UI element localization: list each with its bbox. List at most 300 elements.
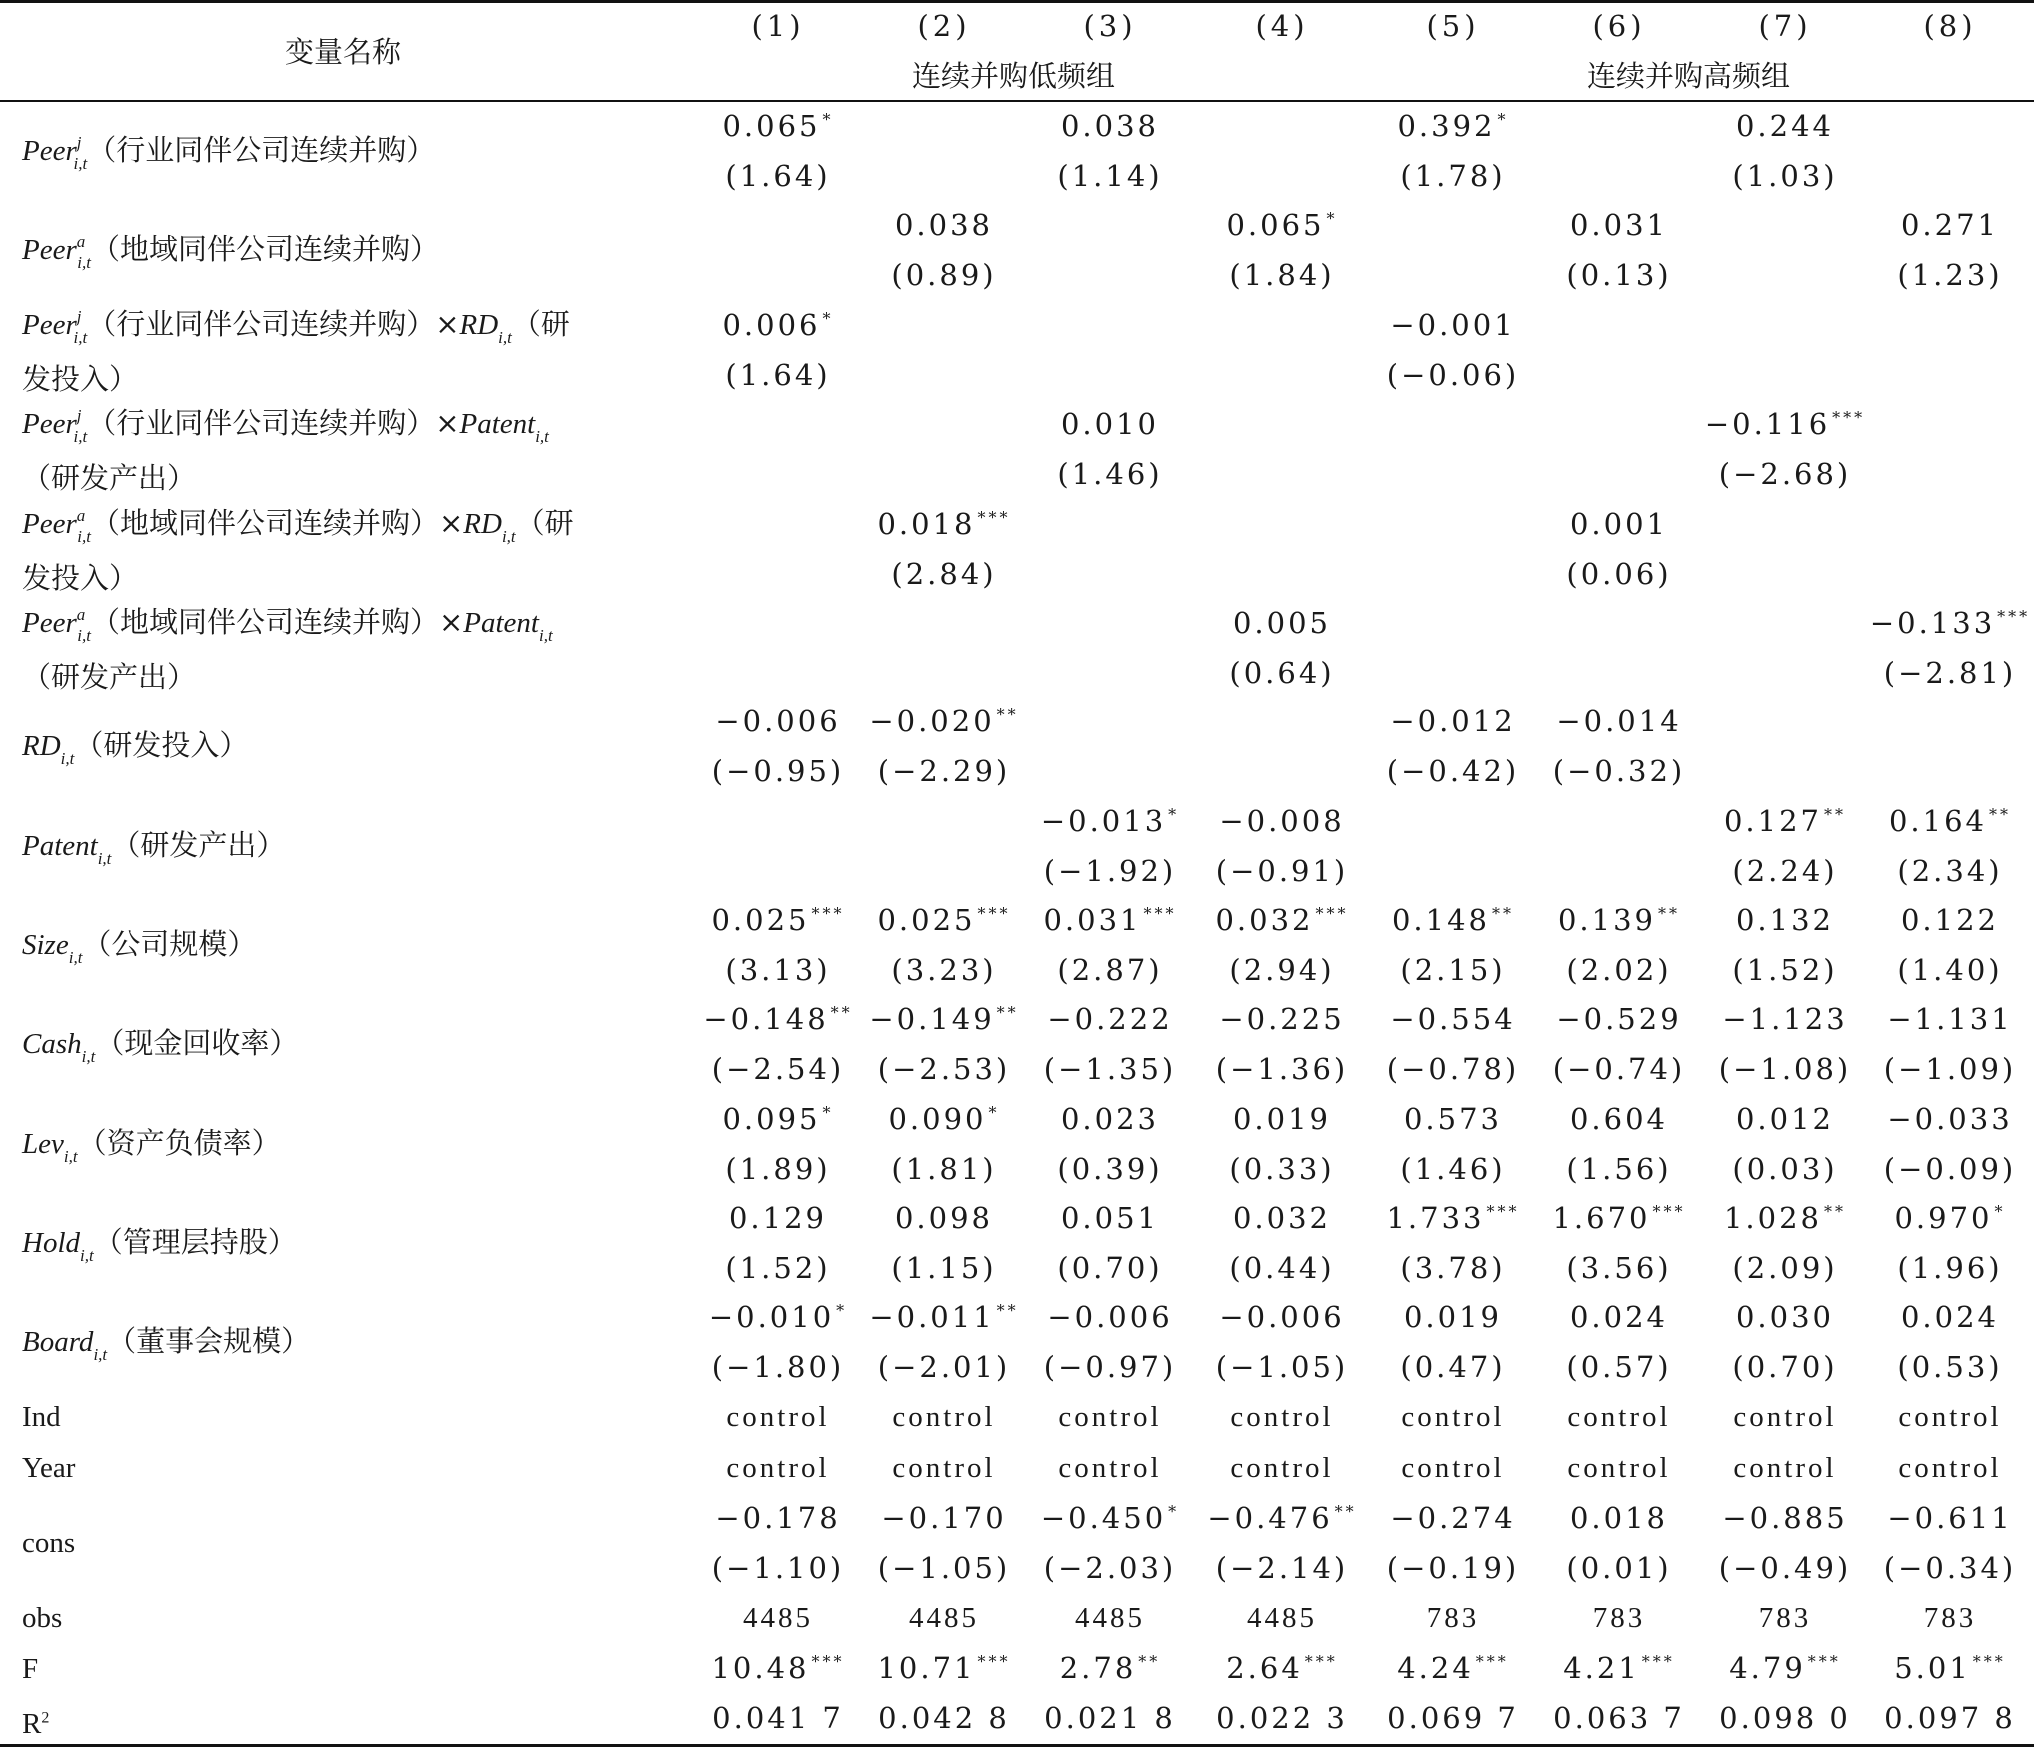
table-cell-coef <box>1705 406 1865 447</box>
significance-stars: ** <box>1492 904 1515 923</box>
row-label: Patent$_{i,t}$（研发产出） <box>22 828 286 868</box>
table-cell-coef <box>869 1299 1018 1340</box>
table-cell-coef <box>895 1200 993 1236</box>
table-cell-tstat: (−0.34) <box>1883 1551 2017 1585</box>
table-cell-coef <box>1061 1200 1159 1236</box>
cell-value: control <box>1058 1452 1162 1484</box>
significance-stars: ** <box>996 705 1019 724</box>
column-header-8: (8) <box>1923 9 1977 43</box>
cell-value: 0.127 <box>1723 804 1823 838</box>
significance-stars: ** <box>996 1003 1019 1022</box>
column-header-3: (3) <box>1083 9 1137 43</box>
table-cell-coef <box>878 1700 1010 1736</box>
table-cell-tstat: (1.03) <box>1732 159 1838 193</box>
table-cell-coef <box>1553 1700 1685 1736</box>
table-cell-tstat: (3.13) <box>725 953 831 987</box>
cell-value: control <box>1058 1401 1162 1433</box>
table-cell-tstat: (0.03) <box>1732 1152 1838 1186</box>
table-cell-coef <box>1233 605 1331 641</box>
table-cell-coef <box>1401 1449 1504 1486</box>
row-label: Peer$^a_{i,t}$（地域同伴公司连续并购）×Patent$_{i,t}$ （研发产出） <box>22 605 553 694</box>
table-cell-coef <box>1233 1200 1331 1236</box>
table-cell-coef <box>1567 1398 1670 1435</box>
significance-stars: * <box>822 1103 834 1122</box>
table-cell-coef <box>1563 1650 1675 1691</box>
table-cell-coef <box>1216 1700 1348 1736</box>
cell-value: 0.005 <box>1232 606 1332 640</box>
table-cell-coef <box>1898 1449 2001 1486</box>
cell-value: −0.116 <box>1704 407 1831 441</box>
cell-value: 0.098 0 <box>1719 1701 1851 1735</box>
table-cell-coef <box>1894 1200 2005 1241</box>
table-cell-tstat: (−1.80) <box>711 1350 845 1384</box>
cell-value: 10.48 <box>711 1651 810 1685</box>
table-cell-coef <box>1889 803 2011 844</box>
cell-value: −0.170 <box>881 1501 1007 1535</box>
cell-value: −0.148 <box>703 1002 829 1036</box>
table-cell-tstat: (0.44) <box>1229 1251 1335 1285</box>
cell-value: 0.031 <box>1569 208 1669 242</box>
table-cell-tstat: (1.64) <box>725 358 831 392</box>
cell-value: control <box>892 1452 996 1484</box>
cell-value: −0.014 <box>1556 704 1682 738</box>
table-cell-coef <box>1887 1500 2012 1536</box>
significance-stars: *** <box>811 1652 845 1671</box>
table-cell-coef <box>726 1449 829 1486</box>
column-header-7: (7) <box>1758 9 1812 43</box>
table-cell-tstat: (2.09) <box>1732 1251 1838 1285</box>
cell-value: 0.069 7 <box>1387 1701 1519 1735</box>
table-cell-coef <box>1570 1101 1668 1137</box>
cell-value: −0.011 <box>869 1300 995 1334</box>
table-cell-tstat: (−2.01) <box>877 1350 1011 1384</box>
cell-value: −0.178 <box>715 1501 841 1535</box>
table-cell-coef <box>1387 1700 1519 1736</box>
cell-value: −0.529 <box>1556 1002 1682 1036</box>
table-cell-tstat: (1.46) <box>1400 1152 1506 1186</box>
cell-value: 0.018 <box>1569 1501 1669 1535</box>
cell-value: control <box>1401 1401 1505 1433</box>
table-cell-tstat: (−1.05) <box>1215 1350 1349 1384</box>
cell-value: 0.010 <box>1060 407 1160 441</box>
cell-value: 0.139 <box>1557 903 1657 937</box>
table-cell-coef <box>1722 1001 1847 1037</box>
cell-value: −1.131 <box>1887 1002 2013 1036</box>
cell-value: 783 <box>1426 1602 1480 1634</box>
significance-stars: * <box>1326 209 1338 228</box>
table-cell-tstat: (1.56) <box>1566 1152 1672 1186</box>
table-cell-coef <box>1397 108 1508 149</box>
table-cell-coef <box>1041 1500 1179 1541</box>
cell-value: 0.122 <box>1900 903 2000 937</box>
table-cell-coef <box>881 1500 1006 1536</box>
table-cell-coef <box>869 1001 1018 1042</box>
table-cell-coef <box>1392 902 1514 943</box>
cell-value: 4.79 <box>1729 1651 1806 1685</box>
cell-value: control <box>1230 1452 1334 1484</box>
significance-stars: * <box>822 309 834 328</box>
table-cell-tstat: (2.94) <box>1229 953 1335 987</box>
cell-value: 0.031 <box>1043 903 1142 937</box>
table-cell-coef <box>1736 108 1834 144</box>
table-cell-tstat: (0.06) <box>1566 557 1672 591</box>
table-cell-coef <box>1404 1101 1502 1137</box>
cell-value: control <box>1567 1452 1671 1484</box>
table-cell-coef <box>1736 1101 1834 1137</box>
cell-value: 783 <box>1592 1602 1646 1634</box>
cell-value: 4.21 <box>1563 1651 1640 1685</box>
table-cell-tstat: (−2.68) <box>1718 457 1852 491</box>
cell-value: control <box>726 1401 830 1433</box>
cell-value: 0.038 <box>894 208 994 242</box>
cell-value: 1.733 <box>1386 1201 1485 1235</box>
table-cell-tstat: (1.52) <box>1732 953 1838 987</box>
table-cell-tstat: (−0.19) <box>1386 1551 1520 1585</box>
cell-value: −0.006 <box>715 704 841 738</box>
significance-stars: * <box>822 110 834 129</box>
row-label: cons <box>22 1527 76 1559</box>
table-cell-coef <box>1226 207 1337 248</box>
table-cell-tstat: (0.01) <box>1566 1551 1672 1585</box>
table-cell-tstat: (−0.74) <box>1552 1052 1686 1086</box>
significance-stars: *** <box>977 1652 1011 1671</box>
cell-value: −0.013 <box>1040 804 1167 838</box>
cell-value: 0.604 <box>1569 1102 1669 1136</box>
cell-value: 0.024 <box>1569 1300 1669 1334</box>
column-header-2: (2) <box>917 9 971 43</box>
significance-stars: *** <box>1652 1202 1686 1221</box>
table-cell-coef <box>1887 1101 2012 1137</box>
table-cell-coef <box>1061 1101 1159 1137</box>
table-cell-coef <box>1215 902 1348 943</box>
cell-value: −0.611 <box>1887 1501 2013 1535</box>
table-cell-tstat: (−0.42) <box>1386 754 1520 788</box>
table-cell-tstat: (−0.32) <box>1552 754 1686 788</box>
cell-value: 10.71 <box>877 1651 976 1685</box>
cell-value: 0.148 <box>1391 903 1491 937</box>
cell-value: 0.051 <box>1060 1201 1160 1235</box>
cell-value: 0.090 <box>888 1102 987 1136</box>
table-cell-tstat: (−1.08) <box>1718 1052 1852 1086</box>
table-cell-tstat: (−2.29) <box>877 754 1011 788</box>
significance-stars: ** <box>1989 805 2012 824</box>
table-cell-coef <box>1207 1500 1356 1541</box>
table-cell-coef <box>1390 307 1515 343</box>
cell-value: 0.164 <box>1888 804 1988 838</box>
cell-value: 0.095 <box>722 1102 821 1136</box>
cell-value: 4485 <box>743 1602 813 1634</box>
cell-value: 0.023 <box>1060 1102 1160 1136</box>
cell-value: −0.006 <box>1219 1300 1345 1334</box>
cell-value: 0.032 <box>1215 903 1314 937</box>
table-cell-coef <box>1894 1650 2006 1691</box>
table-cell-coef <box>1733 1398 1836 1435</box>
table-cell-coef <box>1901 902 1999 938</box>
cell-value: 4485 <box>1247 1602 1317 1634</box>
cell-value: −0.008 <box>1219 804 1345 838</box>
cell-value: control <box>1733 1401 1837 1433</box>
row-label: Cash$_{i,t}$（现金回收率） <box>22 1026 299 1066</box>
table-cell-tstat: (−0.49) <box>1718 1551 1852 1585</box>
table-cell-coef <box>1556 703 1681 739</box>
cell-value: 0.021 8 <box>1044 1701 1176 1735</box>
cell-value: 0.030 <box>1735 1300 1835 1334</box>
table-cell-coef <box>1427 1599 1480 1636</box>
table-cell-coef <box>729 1200 827 1236</box>
cell-value: control <box>1230 1401 1334 1433</box>
row-label: Peer$^a_{i,t}$（地域同伴公司连续并购） <box>22 232 439 272</box>
table-cell-tstat: (−2.03) <box>1043 1551 1177 1585</box>
table-cell-coef <box>877 1650 1010 1691</box>
table-cell-tstat: (−2.54) <box>711 1052 845 1086</box>
cell-value: −0.450 <box>1040 1501 1167 1535</box>
table-cell-tstat: (−0.91) <box>1215 854 1349 888</box>
cell-value: −0.554 <box>1390 1002 1516 1036</box>
table-cell-tstat: (2.15) <box>1400 953 1506 987</box>
table-cell-coef <box>711 1650 844 1691</box>
table-cell-tstat: (−0.09) <box>1883 1152 2017 1186</box>
cell-value: −0.001 <box>1390 308 1516 342</box>
significance-stars: *** <box>1641 1652 1675 1671</box>
table-cell-coef <box>1219 803 1344 839</box>
table-cell-tstat: (1.96) <box>1897 1251 2003 1285</box>
cell-value: 0.019 <box>1403 1300 1503 1334</box>
table-cell-coef <box>1061 108 1159 144</box>
cell-value: 0.063 7 <box>1553 1701 1685 1735</box>
cell-value: 0.006 <box>722 308 821 342</box>
table-cell-tstat: (1.40) <box>1897 953 2003 987</box>
table-cell-tstat: (3.56) <box>1566 1251 1672 1285</box>
significance-stars: * <box>1168 805 1180 824</box>
table-cell-coef <box>1570 506 1668 542</box>
table-cell-tstat: (−2.14) <box>1215 1551 1349 1585</box>
row-label: Lev$_{i,t}$（资产负债率） <box>22 1126 281 1166</box>
table-cell-coef <box>1230 1398 1333 1435</box>
cell-value: 1.670 <box>1552 1201 1651 1235</box>
cell-value: 4485 <box>1075 1602 1145 1634</box>
significance-stars: ** <box>1138 1652 1161 1671</box>
table-cell-coef <box>1233 1101 1331 1137</box>
cell-value: 0.042 8 <box>878 1701 1010 1735</box>
significance-stars: *** <box>811 904 845 923</box>
cell-value: 0.024 <box>1900 1300 2000 1334</box>
table-cell-coef <box>1390 1500 1515 1536</box>
table-cell-coef <box>709 1299 847 1340</box>
significance-stars: ** <box>830 1003 853 1022</box>
table-cell-tstat: (−1.10) <box>711 1551 845 1585</box>
significance-stars: * <box>988 1103 1000 1122</box>
table-cell-tstat: (−1.09) <box>1883 1052 2017 1086</box>
cell-value: −0.012 <box>1390 704 1516 738</box>
table-cell-tstat: (1.14) <box>1057 159 1163 193</box>
table-cell-tstat: (0.70) <box>1057 1251 1163 1285</box>
cell-value: −0.476 <box>1207 1501 1333 1535</box>
significance-stars: *** <box>977 904 1011 923</box>
table-cell-tstat: (−2.53) <box>877 1052 1011 1086</box>
row-label: Peer$^a_{i,t}$（地域同伴公司连续并购）$\times RD_{i,t}$（研 发投入） <box>22 506 574 595</box>
row-label: Size$_{i,t}$（公司规模） <box>22 927 257 967</box>
cell-value: −0.222 <box>1047 1002 1173 1036</box>
variable-name-header: 变量名称 <box>285 35 402 69</box>
table-cell-coef <box>1558 902 1680 943</box>
table-cell-coef <box>1567 1449 1670 1486</box>
table-cell-tstat: (1.46) <box>1057 457 1163 491</box>
table-cell-coef <box>1556 1001 1681 1037</box>
row-label: $R^2$ <box>22 1707 50 1740</box>
significance-stars: *** <box>977 508 1011 527</box>
table-cell-tstat: (−1.05) <box>877 1551 1011 1585</box>
significance-stars: *** <box>1315 904 1349 923</box>
table-cell-coef <box>1570 207 1668 243</box>
cell-value: 2.78 <box>1059 1651 1137 1685</box>
significance-stars: *** <box>1807 1652 1841 1671</box>
table-cell-tstat: (3.78) <box>1400 1251 1506 1285</box>
significance-stars: ** <box>1824 1202 1847 1221</box>
cell-value: 2.64 <box>1226 1651 1303 1685</box>
cell-value: 0.097 8 <box>1884 1701 2016 1735</box>
table-cell-tstat: (2.84) <box>891 557 997 591</box>
cell-value: control <box>726 1452 830 1484</box>
cell-value: 0.065 <box>722 109 821 143</box>
table-cell-coef <box>1722 1500 1847 1536</box>
table-cell-coef <box>722 108 833 149</box>
cell-value: control <box>1898 1401 2002 1433</box>
table-cell-tstat: (0.64) <box>1229 656 1335 690</box>
row-label: obs <box>22 1602 63 1634</box>
table-cell-coef <box>892 1449 995 1486</box>
table-cell-tstat: (0.13) <box>1566 258 1672 292</box>
table-cell-coef <box>1397 1650 1509 1691</box>
cell-value: −1.123 <box>1722 1002 1848 1036</box>
table-cell-coef <box>726 1398 829 1435</box>
table-cell-coef <box>1570 1500 1668 1536</box>
significance-stars: *** <box>1486 1202 1520 1221</box>
table-cell-tstat: (3.23) <box>891 953 997 987</box>
cell-value: 0.392 <box>1397 109 1496 143</box>
table-cell-tstat: (−0.95) <box>711 754 845 788</box>
table-cell-tstat: (0.53) <box>1897 1350 2003 1384</box>
table-cell-tstat: (0.89) <box>891 258 997 292</box>
table-cell-coef <box>877 902 1010 943</box>
table-cell-coef <box>1401 1398 1504 1435</box>
cell-value: 0.025 <box>711 903 810 937</box>
table-cell-coef <box>888 1101 999 1142</box>
significance-stars: ** <box>1658 904 1681 923</box>
table-cell-tstat: (1.89) <box>725 1152 831 1186</box>
table-cell-coef <box>1759 1599 1812 1636</box>
table-cell-tstat: (−2.81) <box>1883 656 2017 690</box>
significance-stars: *** <box>1143 904 1177 923</box>
header-rule <box>0 100 2034 102</box>
cell-value: −0.020 <box>869 704 995 738</box>
table-cell-coef <box>1884 1700 2016 1736</box>
table-cell-coef <box>1724 1200 1846 1241</box>
table-cell-coef <box>1898 1398 2001 1435</box>
cell-value: 0.019 <box>1232 1102 1332 1136</box>
table-cell-coef <box>1733 1449 1836 1486</box>
cell-value: −0.885 <box>1722 1501 1848 1535</box>
table-cell-coef <box>722 1101 833 1142</box>
cell-value: −0.225 <box>1219 1002 1345 1036</box>
row-label: Peer$^j_{i,t}$（行业同伴公司连续并购） <box>22 133 436 173</box>
table-cell-coef <box>1219 1001 1344 1037</box>
cell-value: 0.129 <box>728 1201 828 1235</box>
table-cell-coef <box>1058 1398 1161 1435</box>
table-cell-tstat: (1.23) <box>1897 258 2003 292</box>
table-cell-coef <box>1047 1001 1172 1037</box>
table-cell-coef <box>703 1001 852 1042</box>
group-high-header: 连续并购高频组 <box>1587 59 1791 93</box>
table-cell-coef <box>1593 1599 1646 1636</box>
cell-value: control <box>892 1401 996 1433</box>
table-cell-coef <box>892 1398 995 1435</box>
table-cell-tstat: (−0.97) <box>1043 1350 1177 1384</box>
cell-value: 4.24 <box>1397 1651 1474 1685</box>
table-cell-coef <box>1047 1299 1172 1335</box>
table-cell-tstat: (−1.36) <box>1215 1052 1349 1086</box>
significance-stars: * <box>1168 1502 1180 1521</box>
table-cell-coef <box>1404 1299 1502 1335</box>
cell-value: 0.244 <box>1735 109 1835 143</box>
cell-value: 1.028 <box>1723 1201 1823 1235</box>
table-cell-coef <box>1901 207 1999 243</box>
cell-value: 0.970 <box>1894 1201 1993 1235</box>
table-cell-tstat: (0.33) <box>1229 1152 1335 1186</box>
cell-value: 0.012 <box>1735 1102 1835 1136</box>
table-cell-coef <box>1887 1001 2012 1037</box>
row-label: Year <box>22 1452 76 1484</box>
row-label: $RD_{i,t}$（研发投入） <box>22 728 249 768</box>
row-label: F <box>22 1653 39 1685</box>
significance-stars: ** <box>1334 1502 1357 1521</box>
table-cell-coef <box>1061 406 1159 442</box>
cell-value: 0.022 3 <box>1216 1701 1348 1735</box>
cell-value: 0.018 <box>877 507 976 541</box>
table-cell-coef <box>1901 1299 1999 1335</box>
table-cell-coef <box>1386 1200 1519 1241</box>
table-cell-tstat: (1.78) <box>1400 159 1506 193</box>
cell-value: −0.010 <box>708 1300 835 1334</box>
cell-value: 0.271 <box>1900 208 2000 242</box>
significance-stars: *** <box>1832 408 1866 427</box>
table-cell-coef <box>1043 902 1176 943</box>
table-cell-coef <box>1226 1650 1338 1691</box>
row-label: Hold$_{i,t}$（管理层持股） <box>22 1225 297 1265</box>
table-cell-tstat: (1.15) <box>891 1251 997 1285</box>
table-cell-coef <box>1075 1599 1145 1636</box>
table-cell-coef <box>869 703 1018 744</box>
significance-stars: ** <box>996 1301 1019 1320</box>
table-cell-coef <box>1044 1700 1176 1736</box>
cell-value: −0.033 <box>1887 1102 2013 1136</box>
significance-stars: * <box>1497 110 1509 129</box>
table-cell-coef <box>1729 1650 1841 1691</box>
table-cell-tstat: (2.34) <box>1897 854 2003 888</box>
cell-value: 0.132 <box>1735 903 1835 937</box>
table-cell-tstat: (1.84) <box>1229 258 1335 292</box>
table-cell-tstat: (−0.78) <box>1386 1052 1520 1086</box>
table-cell-coef <box>743 1599 813 1636</box>
table-cell-coef <box>1390 703 1515 739</box>
table-cell-coef <box>1041 803 1179 844</box>
group-low-header: 连续并购低频组 <box>912 59 1116 93</box>
significance-stars: ** <box>1824 805 1847 824</box>
table-cell-coef <box>877 506 1010 547</box>
table-cell-tstat: (0.39) <box>1057 1152 1163 1186</box>
significance-stars: * <box>1994 1202 2006 1221</box>
cell-value: 783 <box>1758 1602 1812 1634</box>
table-cell-coef <box>711 902 844 943</box>
